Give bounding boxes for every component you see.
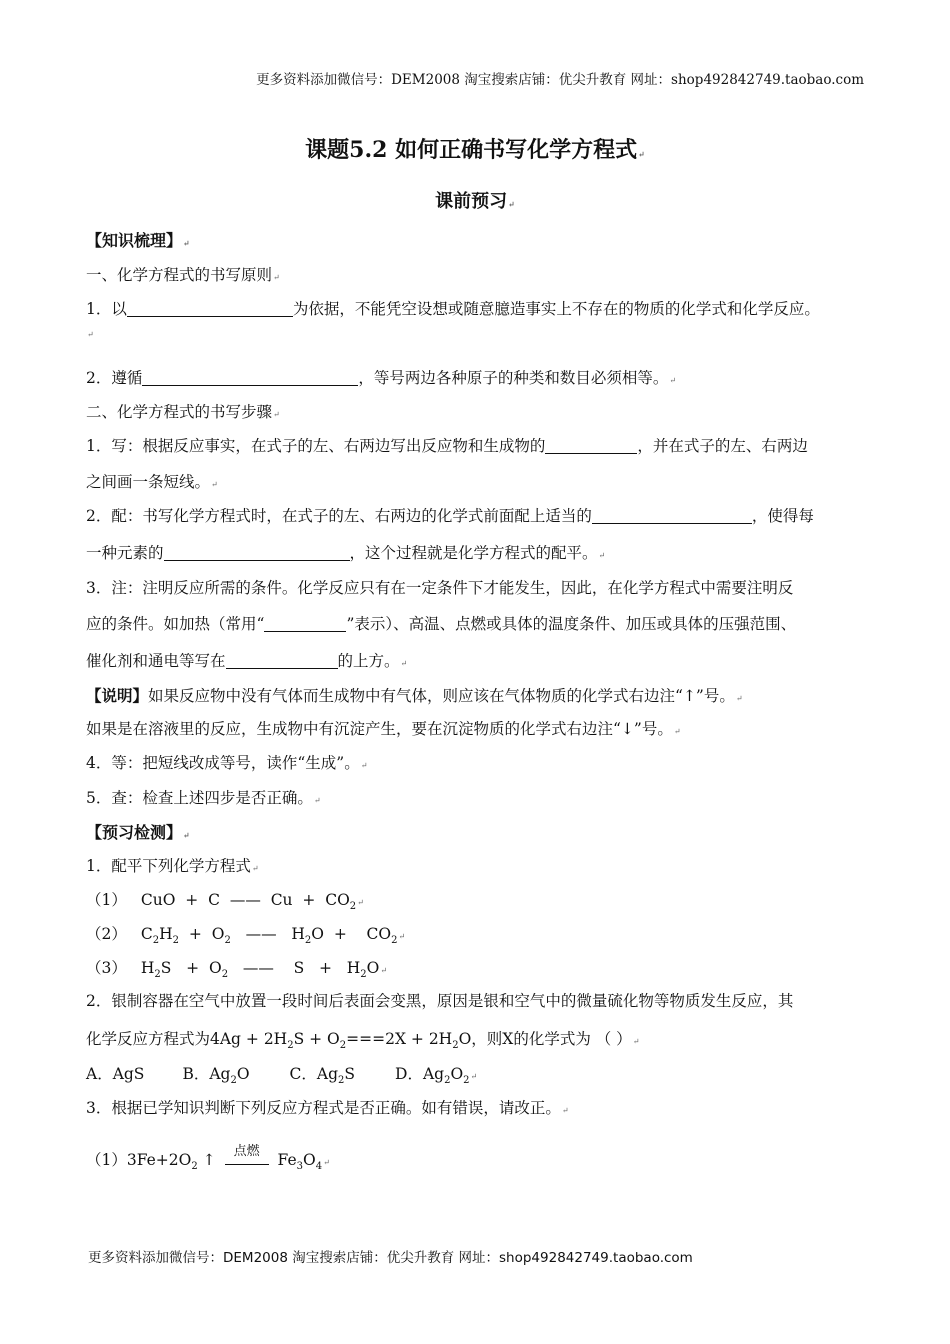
page-header: 更多资料添加微信号：DEM2008 淘宝搜索店铺：优尖升教育 网址：shop492842749.taobao.com	[256, 72, 864, 88]
fill-blank[interactable]	[264, 615, 346, 632]
step-3-line-1: 3．注：注明反应所需的条件。化学反应只有在一定条件下才能发生，因此，在化学方程式中需要注明反	[86, 579, 794, 597]
step-4: 4．等：把短线改成等号，读作“生成”。↵	[86, 754, 368, 772]
page-title: 课题5.2 如何正确书写化学方程式↵	[305, 137, 645, 163]
fill-blank[interactable]	[545, 437, 637, 454]
question-2-line-2: 化学反应方程式为$4Ag + 2H_2S + O_2===2X + 2H_2O$，则X的化学式为 （ ）↵	[86, 1030, 640, 1052]
fill-blank[interactable]	[127, 300, 293, 317]
principle-1: 1．以 为依据，不能凭空设想或随意臆造事实上不存在的物质的化学式和化学反应。	[86, 300, 820, 318]
equation-1: （1） CuO + C —— $Cu + CO_2↵$	[86, 891, 364, 913]
principle-2: 2．遵循 ，等号两边各种原子的种类和数目必须相等。↵	[86, 369, 677, 387]
page-footer: 更多资料添加微信号：DEM2008 淘宝搜索店铺：优尖升教育 网址：shop492842749.taobao.com	[88, 1250, 693, 1266]
equation-2: （2） $C_2H_2 + O_2$ —— $H_2O$ + $CO_2↵$	[86, 925, 406, 947]
fill-blank[interactable]	[142, 369, 358, 386]
question-1: 1．配平下列化学方程式↵	[86, 857, 259, 875]
option-a[interactable]: A．AgS	[86, 1065, 145, 1083]
step-2-line-1: 2．配：书写化学方程式时，在式子的左、右两边的化学式前面配上适当的 ，使得每	[86, 507, 814, 525]
step-3-line-3: 催化剂和通电等写在 的上方。↵	[86, 652, 408, 670]
question-2-options: A．AgS B．$Ag_2O$ C．$Ag_2S$ D．$Ag_2O_2↵$	[86, 1065, 478, 1087]
question-2-line-1: 2．银制容器在空气中放置一段时间后表面会变黑，原因是银和空气中的微量硫化物等物质发生反应，其	[86, 992, 794, 1010]
paragraph-mark: ↵	[87, 330, 94, 339]
question-3: 3．根据已学知识判断下列反应方程式是否正确。如有错误，请改正。↵	[86, 1099, 569, 1117]
fill-blank[interactable]	[226, 652, 338, 669]
option-d[interactable]: D．$Ag_2O_2$	[395, 1065, 470, 1087]
question-3-equation-1: $(1)3Fe+2O_2$ ↑ 点燃 $Fe_3O_4↵$	[86, 1144, 330, 1173]
step-2-line-2: 一种元素的 ，这个过程就是化学方程式的配平。↵	[86, 544, 606, 562]
page-subtitle: 课前预习↵	[435, 191, 515, 212]
section-heading-preview-check: 【预习检测】↵	[86, 823, 190, 842]
section-heading-knowledge: 【知识梳理】↵	[86, 231, 190, 250]
option-c[interactable]: C．$Ag_2S$	[289, 1065, 356, 1087]
fill-blank[interactable]	[592, 507, 752, 524]
step-1-line-1: 1．写：根据反应事实，在式子的左、右两边写出反应物和生成物的 ，并在式子的左、右两边	[86, 437, 808, 455]
step-3-line-2: 应的条件。如加热（常用“ ”表示）、高温、点燃或具体的温度条件、加压或具体的压强范围、	[86, 615, 797, 633]
part-heading-principles: 一、化学方程式的书写原则↵	[86, 266, 280, 284]
note-precipitate: 如果是在溶液里的反应，生成物中有沉淀产生，要在沉淀物质的化学式右边注“↓”号。↵	[86, 720, 681, 738]
option-b[interactable]: B．$Ag_2O$	[182, 1065, 250, 1087]
step-1-line-2: 之间画一条短线。↵	[86, 473, 218, 491]
note-gas: 【说明】如果反应物中没有气体而生成物中有气体，则应该在气体物质的化学式右边注“↑”号。↵	[86, 686, 743, 705]
step-5: 5．查：检查上述四步是否正确。↵	[86, 789, 321, 807]
part-heading-steps: 二、化学方程式的书写步骤↵	[86, 403, 280, 421]
fill-blank[interactable]	[164, 544, 350, 561]
reaction-condition: 点燃	[225, 1156, 269, 1165]
equation-3: （3） $H_2S + O_2$ —— $S + H_2O↵$	[86, 959, 388, 981]
